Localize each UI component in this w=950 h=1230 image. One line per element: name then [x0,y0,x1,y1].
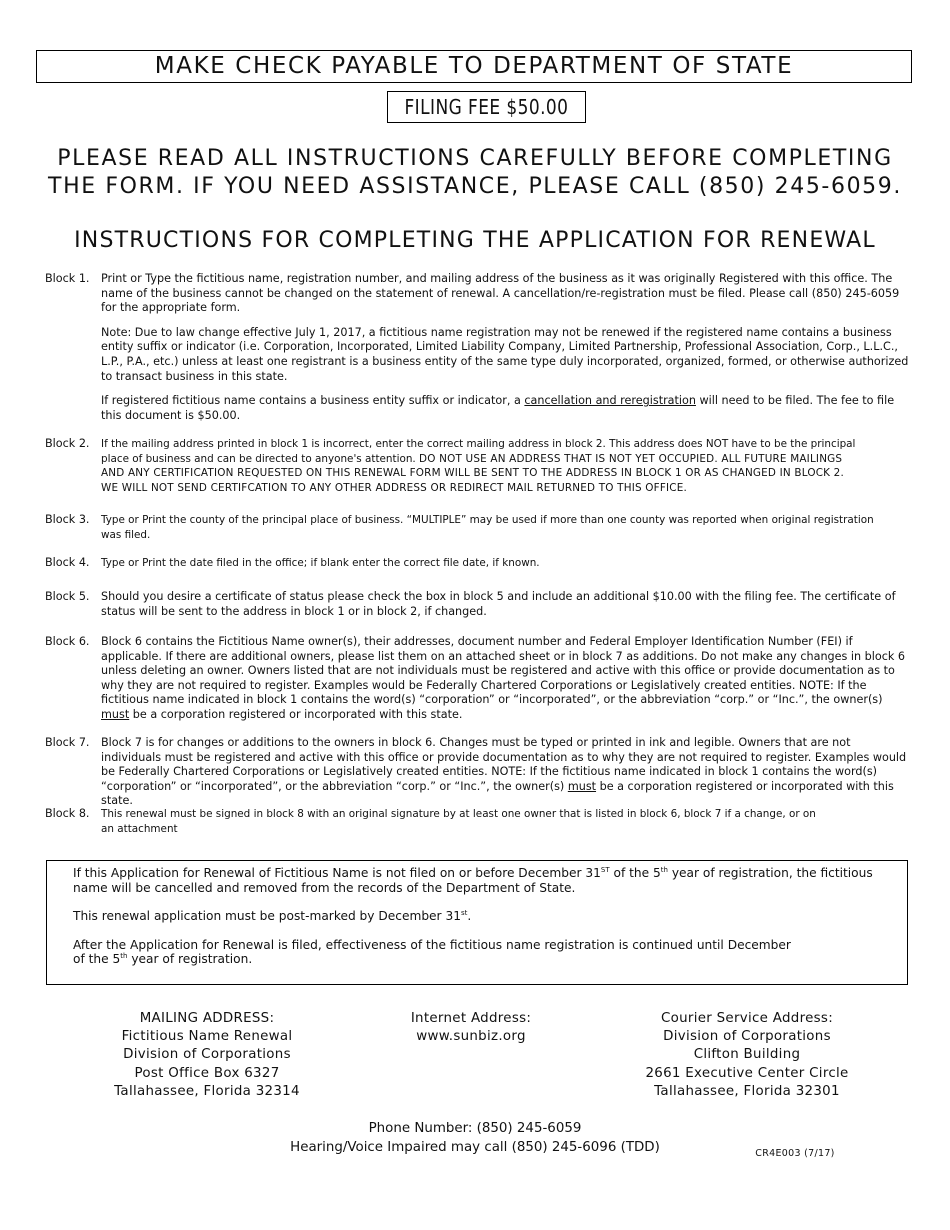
courier-address-title: Courier Service Address: [660,1011,834,1026]
postmark-notice: This renewal application must be post-marked by December 31st. [73,909,472,924]
block-1-note: Note: Due to law change effective July 1, 2017, a fictitious name registration may not be renewed if the registered name contains a business entity suffix or indicator (i.e. Corporation, Incorporated, Limited Liability Company, Limited Partnership, Professional Association, Corp., L.L.C., L.P., P.A., etc.) unless at least one registrant is a business entity of the same type duly incorporated, organized, formed, or otherwise authorized to transact business in this state. [101,325,909,383]
deadline-notice: If this Application for Renewal of Fictitious Name is not filed on or before December 31ST of the 5th year of registration, the fictitious name will be cancelled and removed from the records of the Department of State. [73,865,873,895]
cancellation-reregistration-link: cancellation and reregistration [524,394,696,408]
mailing-address [97,1010,317,1101]
effectiveness-notice: After the Application for Renewal is filed, effectiveness of the fictitious name registration is continued until December of the 5th year of registration. [73,937,791,967]
internet-address [381,1010,561,1046]
block-8 [45,807,910,836]
block-label: Block 3. [45,513,90,526]
block-label: Block 4. [45,556,90,569]
address-line: Clifton Building [693,1047,801,1063]
please-read-notice [30,145,920,201]
block-2 [45,437,910,495]
block-5 [45,590,910,619]
block-7 [45,736,910,809]
address-line: 2661 Executive Center Circle [645,1065,849,1081]
block-4-text: Type or Print the date filed in the office; if blank enter the correct file date, if known. [101,557,540,569]
block-label: Block 7. [45,736,90,749]
address-line: Tallahassee, Florida 32301 [654,1083,840,1099]
phone-info [225,1119,725,1157]
address-line: Post Office Box 6327 [134,1065,280,1081]
block-1 [45,272,910,423]
instructions-heading: INSTRUCTIONS FOR COMPLETING THE APPLICATION FOR RENEWAL [74,228,876,253]
address-line: Division of Corporations [123,1047,291,1063]
block-label: Block 5. [45,590,90,603]
please-read-line-1: PLEASE READ ALL INSTRUCTIONS CAREFULLY BEFORE COMPLETING [57,146,893,171]
deadline-notice-box [46,860,908,985]
courier-address [627,1010,867,1101]
block-6-text: Block 6 contains the Fictitious Name owner(s), their addresses, document number and Federal Employer Identification Number (FEI) if applicable. If there are additional owners, please list them on an attached sheet or in block 7 as additions. Do not make any changes in block 6 unless deleting an owner. Owners listed that are not individuals must be registered and active with this office or provide documentation as to why they are not required to register. Examples would be Federally Chartered Corporations or Legislatively created entities. NOTE: If the fictitious name indicated in block 1 contains the word(s) “corporation” or “incorporated”, or the abbreviation “corp.” or “Inc.”, the owner(s) must be a corporation registered or incorporated with this state. [101,635,906,721]
mailing-address-title: MAILING ADDRESS: [139,1011,275,1026]
block-5-text: Should you desire a certificate of status please check the box in block 5 and include an additional $10.00 with the filing fee. The certificate of status will be sent to the address in block 1 or in block 2, if changed. [101,590,896,618]
block-label: Block 8. [45,807,90,820]
block-8-text: This renewal must be signed in block 8 with an original signature by at least one owner that is listed in block 6, block 7 if a change, or on an attachment [101,808,816,835]
filing-fee-text: FILING FEE $50.00 [404,95,569,119]
payable-banner: MAKE CHECK PAYABLE TO DEPARTMENT OF STATE [36,50,912,83]
block-3 [45,513,910,542]
internet-address-title: Internet Address: [410,1011,532,1026]
address-line: Fictitious Name Renewal [121,1029,293,1045]
block-3-text: Type or Print the county of the principal place of business. “MULTIPLE” may be used if more than one county was reported when original registration was filed. [101,514,874,541]
block-label: Block 1. [45,272,90,285]
block-2-text: If the mailing address printed in block 1 is incorrect, enter the correct mailing address in block 2. This address does NOT have to be the principal place of business and can be directed to anyone's attention. DO NOT USE AN ADDRESS THAT IS NOT YET OCCUPIED. ALL FUTURE MAILINGS AND ANY CERTIFICATION REQUESTED ON THIS RENEWAL FORM WILL BE SENT TO THE ADDRESS IN BLOCK 1 OR AS CHANGED IN BLOCK 2. WE WILL NOT SEND CERTIFCATION TO ANY OTHER ADDRESS OR REDIRECT MAIL RETURNED TO THIS OFFICE. [101,438,856,494]
address-line: Division of Corporations [663,1029,831,1045]
block-4 [45,556,910,571]
form-code: CR4E003 (7/17) [755,1148,835,1159]
please-read-line-2: THE FORM. IF YOU NEED ASSISTANCE, PLEASE CALL (850) 245-6059. [48,174,902,199]
phone-number: Phone Number: (850) 245-6059 [368,1121,582,1136]
block-1-suffix-note: If registered fictitious name contains a business entity suffix or indicator, a cancellation and reregistration will need to be filed. The fee to file this document is $50.00. [101,394,895,422]
block-6 [45,635,910,723]
tdd-number: Hearing/Voice Impaired may call (850) 245-6096 (TDD) [290,1140,660,1155]
block-7-text: Block 7 is for changes or additions to the owners in block 6. Changes must be typed or printed in ink and legible. Owners that are not individuals must be registered and active with this office or provide documentation as to why they are not required to register. Examples would be Federally Chartered Corporations or Legislatively created entities. NOTE: If the fictitious name indicated in block 1 contains the word(s) “corporation” or “incorporated”, or the abbreviation “corp.” or “Inc.”, the owner(s) must be a corporation registered or incorporated with this state. [101,736,907,808]
block-label: Block 6. [45,635,90,648]
website-link[interactable]: www.sunbiz.org [416,1029,526,1045]
filing-fee-box [387,91,586,123]
block-1-text: Print or Type the fictitious name, registration number, and mailing address of the business as it was originally Registered with this office. The name of the business cannot be changed on the statement of renewal. A cancellation/re-registration must be filed. Please call (850) 245-6059 for the appropriate form. [101,272,900,315]
block-label: Block 2. [45,437,90,450]
address-line: Tallahassee, Florida 32314 [114,1083,300,1099]
